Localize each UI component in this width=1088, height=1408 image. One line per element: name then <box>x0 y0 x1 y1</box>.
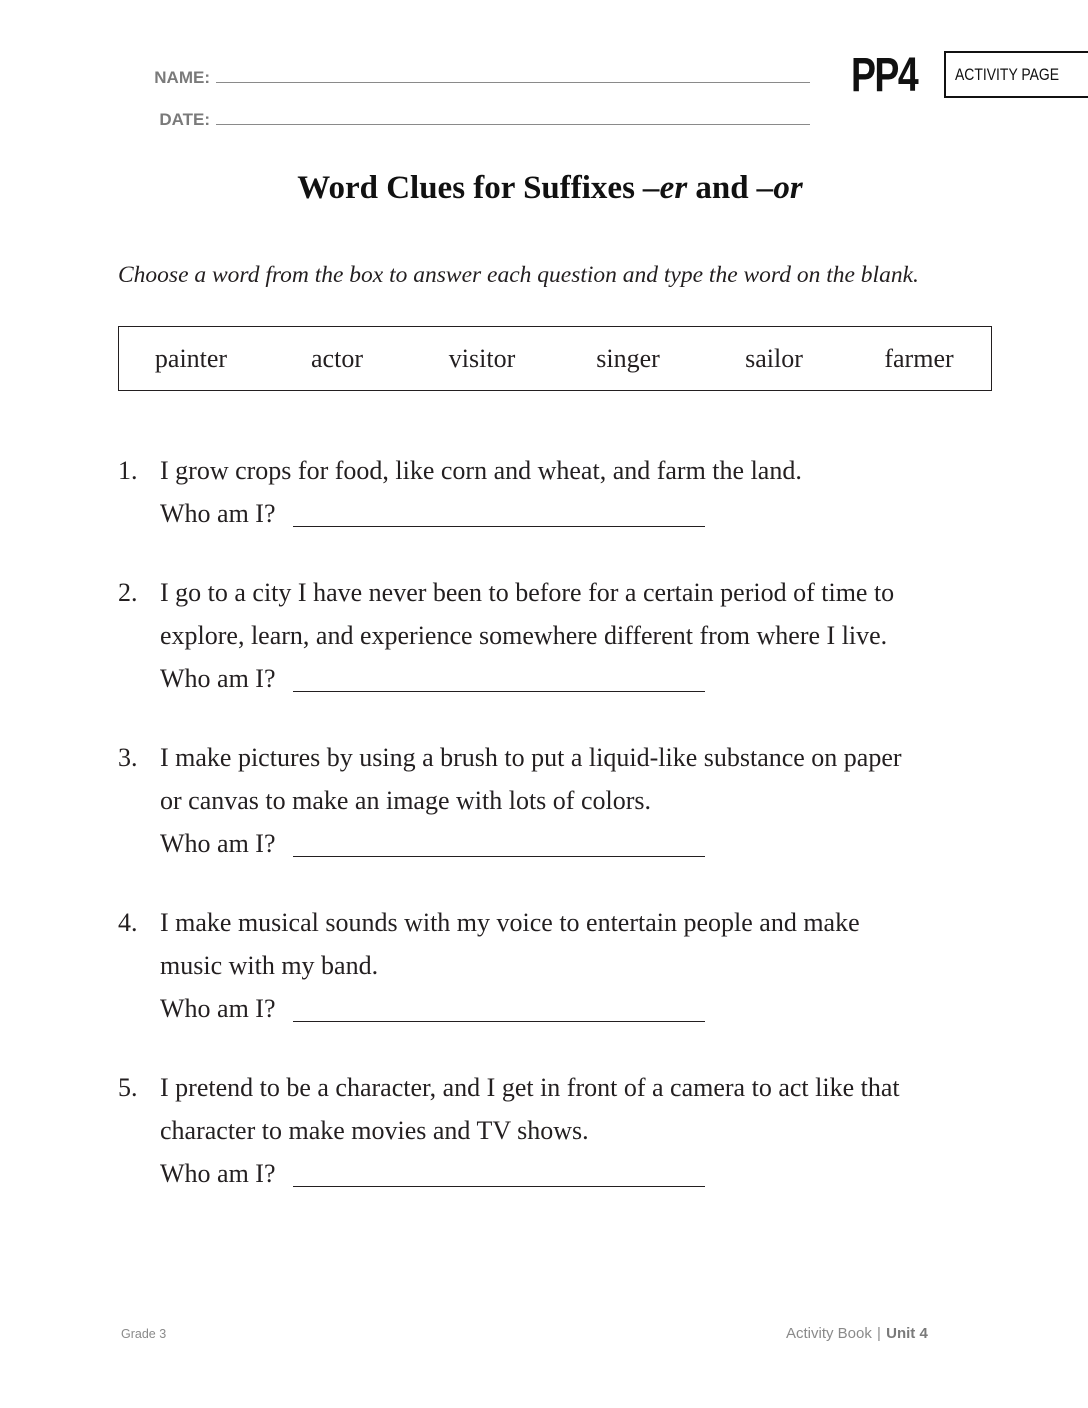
question-text: I go to a city I have never been to before for a certain period of time to <box>160 578 895 607</box>
word-actor: actor <box>311 344 363 373</box>
date-label: DATE: <box>159 110 210 129</box>
word-farmer: farmer <box>884 344 954 373</box>
word-visitor: visitor <box>448 344 516 373</box>
word-painter: painter <box>154 344 228 373</box>
question-text: explore, learn, and experience somewhere different from where I live. <box>160 621 888 650</box>
title-suffix-er: –er <box>643 170 688 206</box>
question-number: 4. <box>118 908 138 937</box>
answer-blank[interactable] <box>293 691 705 692</box>
footer-book-info <box>786 1325 928 1342</box>
question-text: I grow crops for food, like corn and wheat, and farm the land. <box>160 456 802 485</box>
question-text: I make musical sounds with my voice to entertain people and make <box>160 908 860 937</box>
who-prompt: Who am I? <box>160 1159 276 1188</box>
answer-blank[interactable] <box>293 526 705 527</box>
activity-page-badge <box>944 51 1088 98</box>
footer-unit: Unit 4 <box>886 1325 928 1342</box>
footer-separator: | <box>877 1325 881 1342</box>
question-number: 1. <box>118 456 138 485</box>
question-number: 3. <box>118 743 138 772</box>
question-number: 2. <box>118 578 138 607</box>
footer-book: Activity Book <box>786 1325 872 1342</box>
who-prompt: Who am I? <box>160 829 276 858</box>
who-prompt: Who am I? <box>160 499 276 528</box>
answer-blank[interactable] <box>293 1021 705 1022</box>
title-middle: and <box>687 170 757 206</box>
question-text: music with my band. <box>160 951 379 980</box>
word-singer: singer <box>596 344 660 373</box>
name-field[interactable] <box>216 82 810 83</box>
who-prompt: Who am I? <box>160 994 276 1023</box>
instructions: Choose a word from the box to answer each question and type the word on the blank. <box>118 262 919 288</box>
footer-grade: Grade 3 <box>121 1327 167 1341</box>
title-suffix-or: –or <box>756 170 803 206</box>
page-title <box>0 170 1088 207</box>
word-sailor: sailor <box>745 344 803 373</box>
question-text: character to make movies and TV shows. <box>160 1116 589 1145</box>
answer-blank[interactable] <box>293 1186 705 1187</box>
question-text: I make pictures by using a brush to put a liquid-like substance on paper <box>160 743 902 772</box>
question-text: I pretend to be a character, and I get in front of a camera to act like that <box>160 1073 900 1102</box>
answer-blank[interactable] <box>293 856 705 857</box>
question-number: 5. <box>118 1073 138 1102</box>
title-prefix: Word Clues for Suffixes <box>297 170 644 206</box>
activity-page-label: ACTIVITY PAGE <box>955 65 1060 84</box>
page-code: PP4 <box>851 49 918 102</box>
name-label: NAME: <box>154 68 210 87</box>
word-box <box>118 326 992 391</box>
question-text: or canvas to make an image with lots of colors. <box>160 786 651 815</box>
who-prompt: Who am I? <box>160 664 276 693</box>
date-field[interactable] <box>216 124 810 125</box>
